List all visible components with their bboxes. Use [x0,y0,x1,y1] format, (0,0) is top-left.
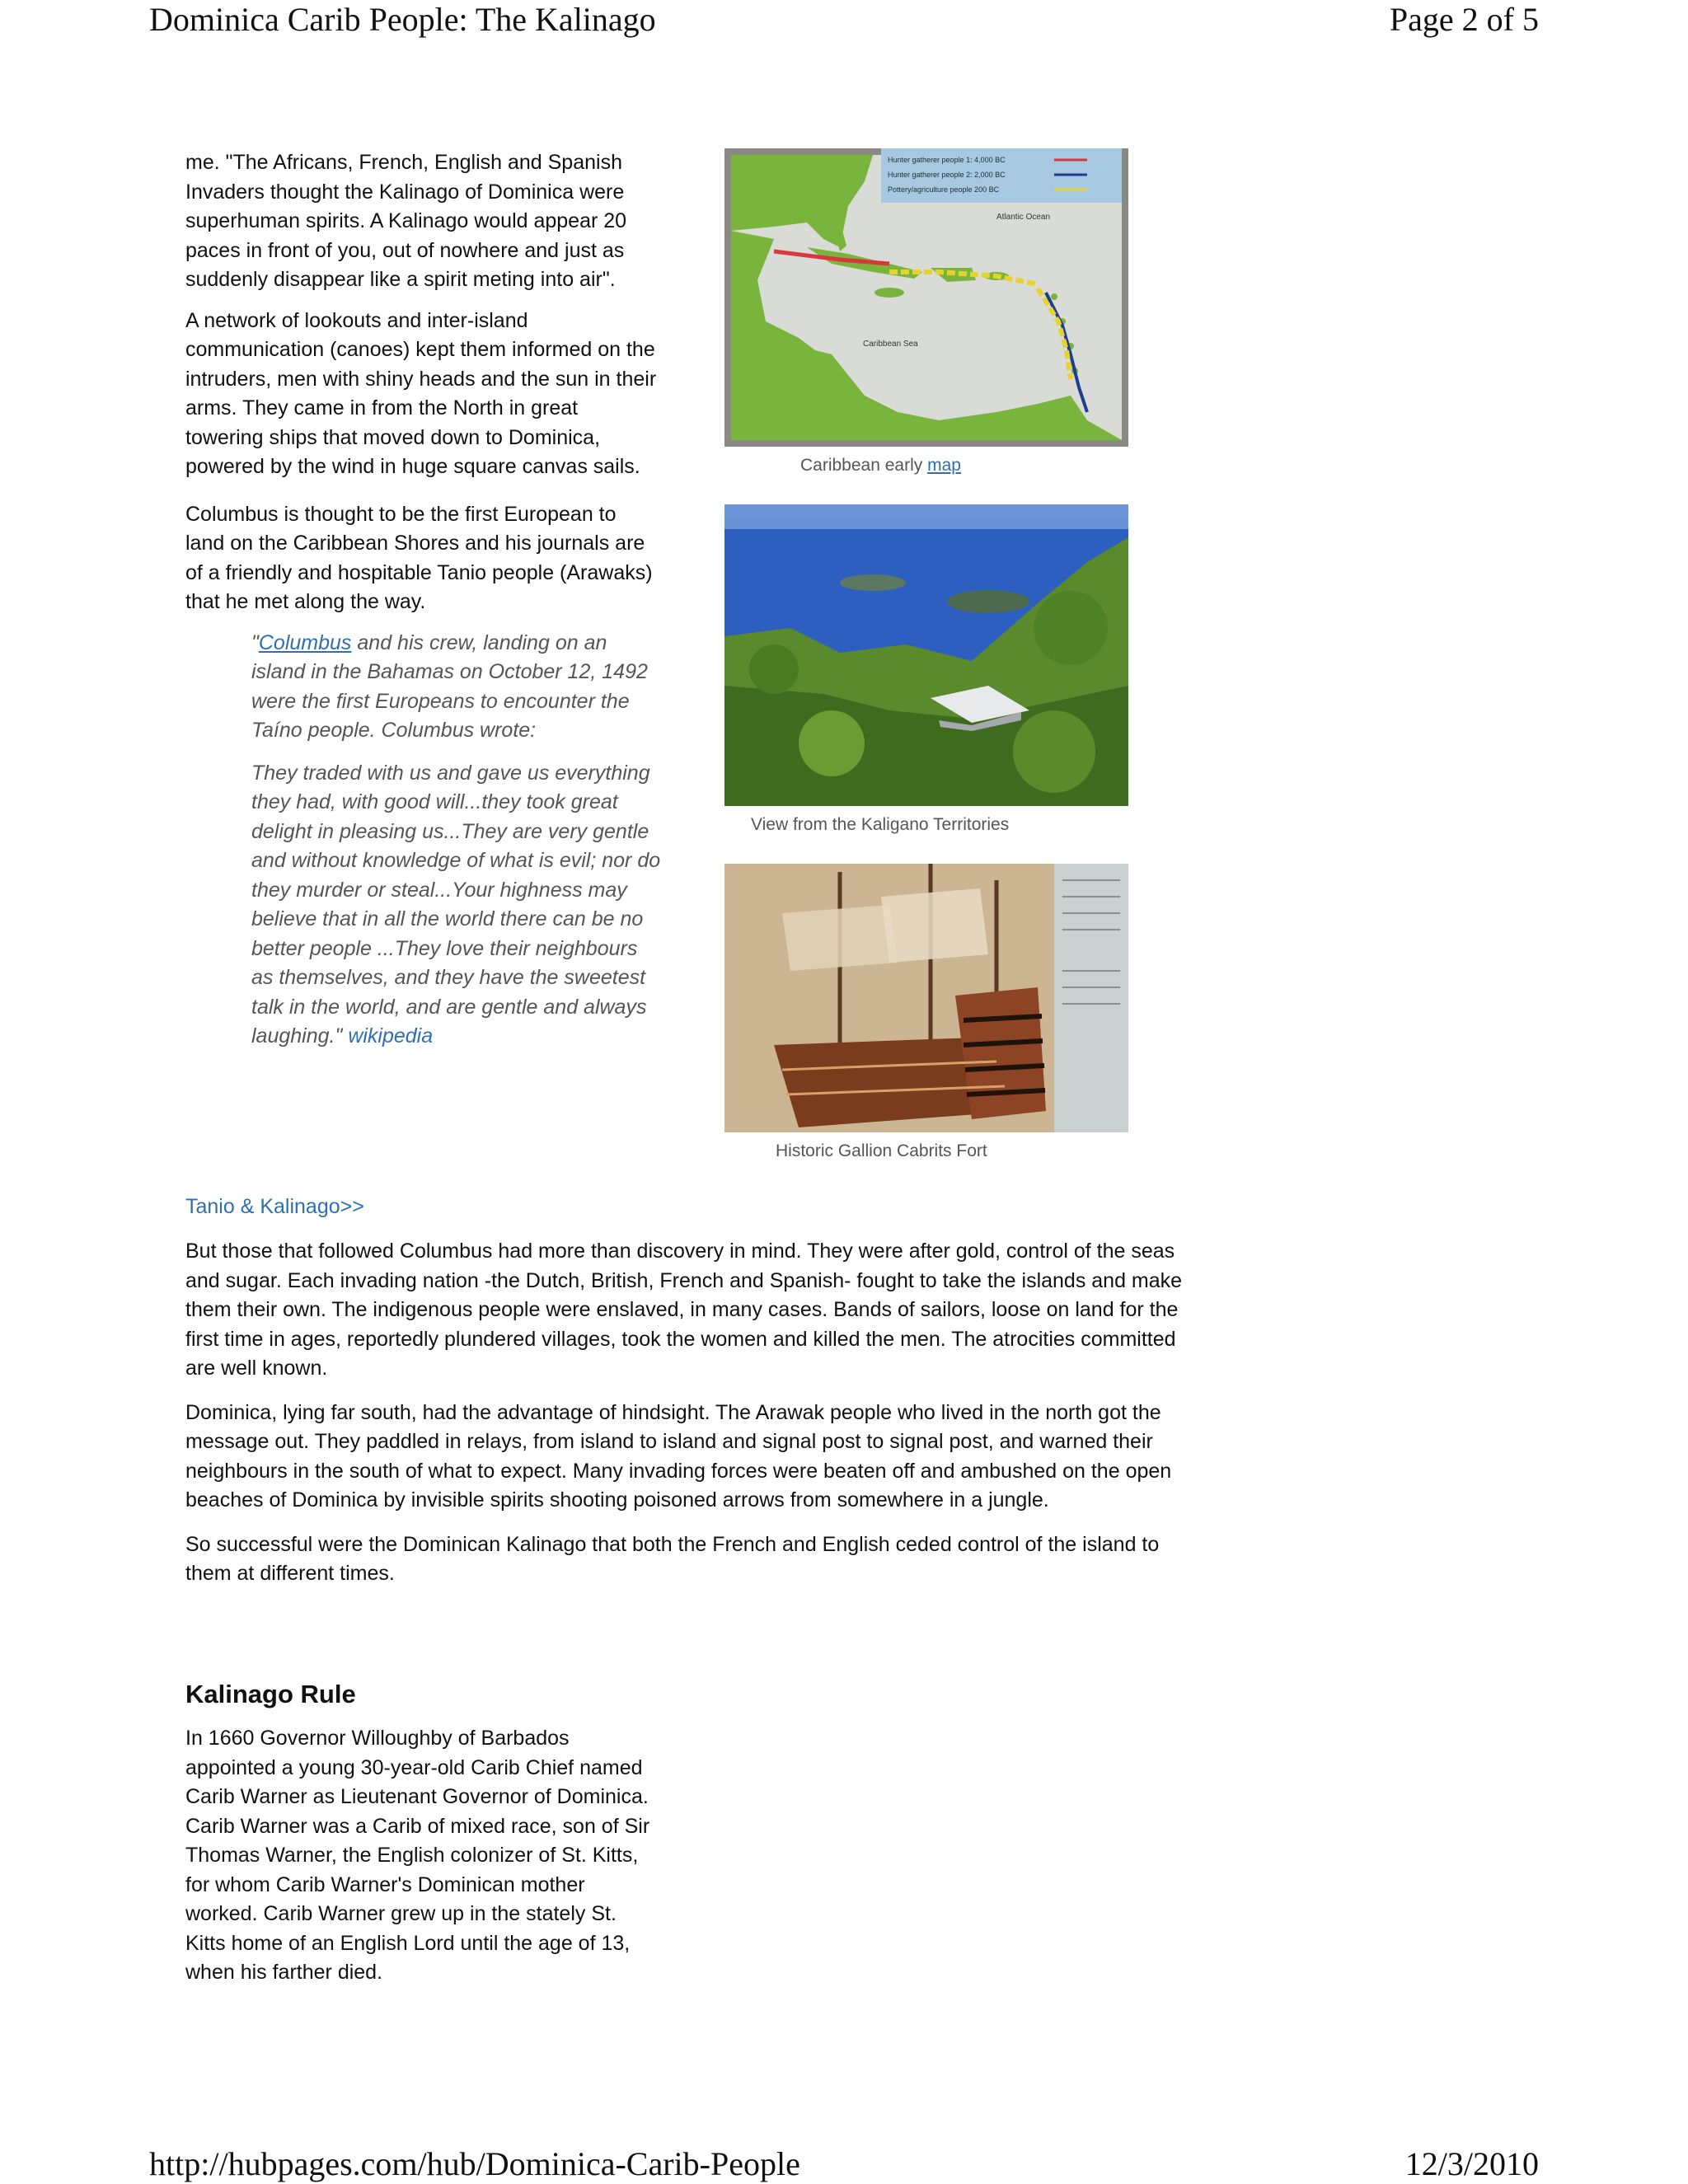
columbus-link[interactable]: Columbus [258,630,352,654]
svg-text:Atlantic Ocean: Atlantic Ocean [996,213,1051,222]
map-caption: Caribbean early map [800,456,961,475]
quote-paragraph: "Columbus and his crew, landing on an island in the Bahamas on October 12, 1492 were the first Europeans to encounter the Taíno people. Columbus wrote: [251,630,648,742]
paragraph: But those that followed Columbus had more than discovery in mind. They were after gold, control of the seas and sugar. Each invading nation -the Dutch, British, French and Spanish- fought to take the islands and make them their own. The indigenous people were enslaved, in many cases. Bands of sailors, loose on land for the first time in ages, reportedly plundered villages, took the women and killed the men. The atrocities committed are well known. [185,1240,1183,1380]
paragraph: Columbus is thought to be the first European to land on the Caribbean Shores and his journals are of a friendly and hospitable Tanio people (Arawaks) that he met along the way. [185,502,653,613]
section-text [185,1724,659,1988]
svg-text:Hunter gatherer people 1: 4,00: Hunter gatherer people 1: 4,000 BC [888,156,1006,164]
svg-text:Caribbean Sea: Caribbean Sea [863,340,918,349]
section-heading: Kalinago Rule [185,1680,356,1708]
ship-caption: Historic Gallion Cabrits Fort [776,1141,987,1160]
document-title: Dominica Carib People: The Kalinago [149,1,656,38]
map-link[interactable]: map [927,456,961,475]
territories-view-image [724,504,1128,806]
paragraph: In 1660 Governor Willoughby of Barbados appointed a young 30-year-old Carib Chief named Carib Warner as Lieutenant Governor of Dominica. Carib Warner was a Carib of mixed race, son of Sir Thomas Warner, the English colonizer of St. Kitts, for whom Carib Warner's Dominican mother worked. Carib Warner grew up in the stately St. Kitts home of an English Lord until the age of 13, when his farther died. [185,1727,650,1984]
columbus-quote [251,629,663,1052]
svg-text:Hunter gatherer people 2: 2,00: Hunter gatherer people 2: 2,000 BC [888,171,1006,179]
view-figure [724,504,1128,837]
left-column [185,148,659,1065]
quote-paragraph: They traded with us and gave us everything they had, with good will...they took great delight in pleasing us...They are very gentle and without knowledge of what is evil; nor do they murder or steal...Your highness may believe that in all the world there can be no better people ...They love their neighbours as themselves, and they have the sweetest talk in the world, and are gentle and always laughing." wikipedia [251,761,661,1047]
map-figure [724,148,1128,478]
paragraph: Dominica, lying far south, had the advantage of hindsight. The Arawak people who lived in the north got the message out. They paddled in relays, from island to island and signal post to signal post, and warned their neighbours in the south of what to expect. Many invading forces were beaten off and ambushed on the open beaches of Dominica by invisible spirits shooting poisoned arrows from somewhere in a jungle. [185,1400,1172,1511]
page-number: Page 2 of 5 [1389,1,1539,38]
tanio-kalinago-link[interactable]: Tanio & Kalinago>> [185,1195,364,1218]
caribbean-map-image [724,148,1128,447]
wikipedia-link[interactable]: wikipedia [348,1024,434,1047]
view-caption: View from the Kaligano Territories [751,815,1010,834]
source-url: http://hubpages.com/hub/Dominica-Carib-People [149,2145,800,2182]
tanio-kalinago-link-wrap [185,1193,1183,1222]
paragraph: me. "The Africans, French, English and Spanish Invaders thought the Kalinago of Dominica were superhuman spirits. A Kalinago would appear 20 paces in front of you, out of nowhere and just as suddenly disappear like a spirit meting into air". [185,151,627,291]
print-date: 12/3/2010 [1404,2145,1539,2182]
svg-text:Pottery/agriculture people 200: Pottery/agriculture people 200 BC [888,185,1000,194]
main-text [185,1237,1183,1604]
paragraph: A network of lookouts and inter-island communication (canoes) kept them informed on the intruders, men with shiny heads and the sun in their arms. They came in from the North in great towering ships that moved down to Dominica, powered by the wind in huge square canvas sails. [185,308,657,478]
ship-figure [724,864,1128,1164]
paragraph: So successful were the Dominican Kalinago that both the French and English ceded control of the island to them at different times. [185,1532,1160,1585]
galleon-image [724,864,1128,1132]
